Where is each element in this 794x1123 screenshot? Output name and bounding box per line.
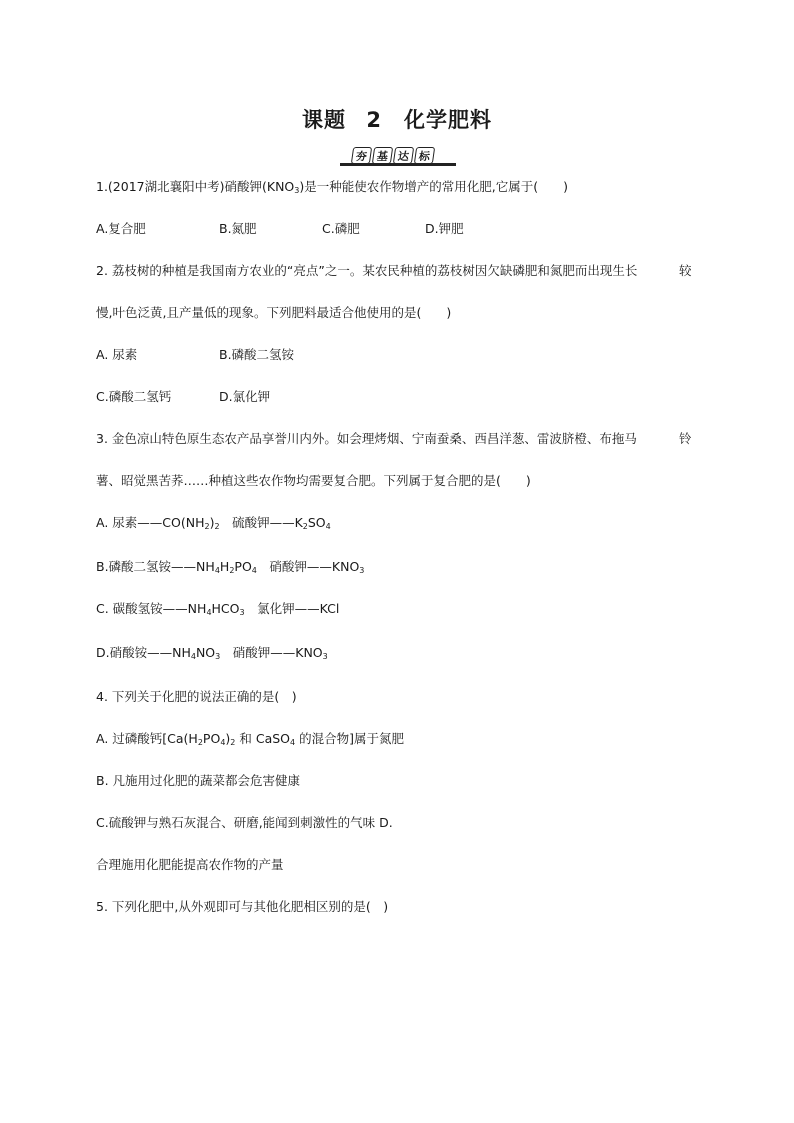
q3b-part: PO [234,559,252,574]
section-badge [340,147,456,167]
q1-stem-part: 1.(2017湖北襄阳中考)硝酸钾(KNO [96,179,295,194]
q3b-sub: 2 [229,566,235,575]
q4a-sub: 2 [230,738,236,747]
badge-char-3: 达 [393,147,414,164]
q3a-sub: 2 [204,522,210,531]
q3b-part: B.磷酸二氢铵——NH [96,559,215,574]
q3d-sub: 4 [190,652,196,661]
question-3-line-1: 3. 金色凉山特色原生态农产品享誉川内外。如会理烤烟、宁南蚕桑、西昌洋葱、雷波脐橙、布拖马 [96,431,637,446]
badge-char-1: 夯 [351,147,372,164]
q4a-part: 和 CaSO [235,731,290,746]
q4a-part: A. 过磷酸钙[Ca(H [96,731,198,746]
q3a-part: SO [307,515,326,530]
q2-option-d: D.氯化钾 [219,389,271,404]
q1-option-c: C.磷肥 [322,221,360,236]
question-2-line-1-end: 较 [679,263,692,278]
q1-stem-part: )是一种能使农作物增产的常用化肥,它属于( ) [299,179,568,194]
q3-option-d [96,645,328,661]
q3a-sub: 2 [214,522,220,531]
q2-option-b: B.磷酸二氢铵 [219,347,295,362]
q1-stem-sub: 3 [294,186,300,195]
q2-option-a: A. 尿素 [96,347,138,362]
q3a-sub: 4 [325,522,331,531]
q4-option-d: 合理施用化肥能提高农作物的产量 [96,857,284,872]
q3c-part: HCO [211,601,240,616]
q4a-sub: 4 [290,738,296,747]
q4-option-b: B. 凡施用过化肥的蔬菜都会危害健康 [96,773,301,788]
q3d-part: D.硝酸铵——NH [96,645,191,660]
q3a-part: A. 尿素——CO(NH [96,515,205,530]
badge-char-4: 标 [414,147,435,164]
question-3-line-1-end: 铃 [679,431,692,446]
badge-chars [352,147,434,164]
q3d-sub: 3 [322,652,328,661]
q3-option-b [96,559,364,575]
q3a-sub: 2 [302,522,308,531]
q4a-part: ) [225,731,231,746]
page-title: 课题 2 化学肥料 [302,108,492,132]
q3d-part: 硝酸钾——KNO [220,645,323,660]
q4a-part: 的混合物]属于氮肥 [295,731,404,746]
q3-option-a [96,515,331,531]
question-3-line-2: 薯、昭觉黑苦荞……种植这些农作物均需要复合肥。下列属于复合肥的是( ) [96,473,531,488]
q3d-sub: 3 [215,652,221,661]
q4a-sub: 4 [220,738,226,747]
q3-option-c [96,601,339,617]
q3c-sub: 4 [206,608,212,617]
question-2-line-2: 慢,叶色泛黄,且产量低的现象。下列肥料最适合他使用的是( ) [96,305,452,320]
question-4-stem: 4. 下列关于化肥的说法正确的是( ) [96,689,297,704]
q1-option-d: D.钾肥 [425,221,464,236]
badge-char-2: 基 [372,147,393,164]
q4-option-c: C.硫酸钾与熟石灰混合、研磨,能闻到刺激性的气味 D. [96,815,393,830]
q3b-sub: 4 [251,566,257,575]
question-2-line-1: 2. 荔枝树的种植是我国南方农业的“亮点”之一。某农民种植的荔枝树因欠缺磷肥和氮肥而出现生长 [96,263,638,278]
q4-option-a [96,731,404,747]
q3b-part: H [219,559,230,574]
q1-option-a: A.复合肥 [96,221,146,236]
question-1-stem [96,179,568,195]
q3c-sub: 3 [239,608,245,617]
q3b-part: 硝酸钾——KNO [256,559,360,574]
q3b-sub: 4 [214,566,220,575]
q3c-part: C. 碳酸氢铵——NH [96,601,207,616]
q2-option-c: C.磷酸二氢钙 [96,389,172,404]
q4a-part: PO [202,731,221,746]
q3a-part: 硫酸钾——K [219,515,303,530]
question-5-stem: 5. 下列化肥中,从外观即可与其他化肥相区别的是( ) [96,899,389,914]
q3b-sub: 3 [359,566,365,575]
q3a-part: ) [209,515,215,530]
q3d-part: NO [195,645,216,660]
q4a-sub: 2 [197,738,203,747]
q1-option-b: B.氮肥 [219,221,257,236]
q3c-part: 氯化钾——KCl [244,601,340,616]
